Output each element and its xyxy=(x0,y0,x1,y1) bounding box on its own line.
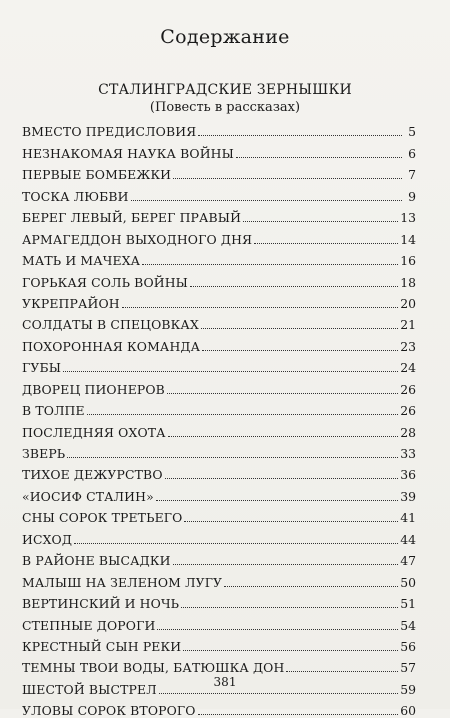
toc-dot-leader xyxy=(181,607,398,608)
toc-entry-page: 47 xyxy=(400,553,416,569)
toc-entry-page: 44 xyxy=(400,531,416,547)
toc-entry-page: 41 xyxy=(400,510,416,526)
toc-entry-title: БЕРЕГ ЛЕВЫЙ, БЕРЕГ ПРАВЫЙ xyxy=(22,210,242,226)
toc-entry xyxy=(22,161,416,182)
toc-entry-title: ТЕМНЫ ТВОИ ВОДЫ, БАТЮШКА ДОН xyxy=(22,660,285,676)
toc-entry-page: 14 xyxy=(400,231,416,247)
toc-entry-title: СОЛДАТЫ В СПЕЦОВКАХ xyxy=(22,317,199,333)
toc-entry-title: СТЕПНЫЕ ДОРОГИ xyxy=(22,617,156,633)
section-title: СТАЛИНГРАДСКИЕ ЗЕРНЫШКИ xyxy=(98,82,352,98)
toc-entry-title: УКРЕПРАЙОН xyxy=(22,295,120,311)
toc-entry-page: 9 xyxy=(408,188,416,204)
toc-entry-page: 20 xyxy=(400,295,416,311)
toc-entry-page: 59 xyxy=(400,681,416,697)
toc-dot-leader xyxy=(159,693,399,694)
toc-entry xyxy=(22,504,416,525)
toc-entry xyxy=(22,633,416,654)
toc-dot-leader xyxy=(67,457,398,458)
toc-dot-leader xyxy=(122,307,398,308)
toc-entry xyxy=(22,611,416,632)
toc-entry xyxy=(22,590,416,611)
toc-entry-title: ДВОРЕЦ ПИОНЕРОВ xyxy=(22,381,165,397)
toc-entry-page: 7 xyxy=(408,167,416,183)
toc-entry xyxy=(22,182,416,203)
toc-dot-leader xyxy=(190,286,398,287)
toc-dot-leader xyxy=(183,650,398,651)
toc-entry-page: 33 xyxy=(400,446,416,461)
toc-dot-leader xyxy=(131,200,402,201)
toc-entry-title: ВМЕСТО ПРЕДИСЛОВИЯ xyxy=(22,124,197,140)
toc-entry xyxy=(22,418,416,439)
toc-entry xyxy=(22,461,416,482)
toc-entry-page: 54 xyxy=(400,617,416,633)
toc-entry-page: 6 xyxy=(408,145,416,161)
toc-dot-leader xyxy=(184,521,398,522)
toc-entry xyxy=(22,354,416,375)
toc-entry xyxy=(22,118,416,139)
toc-entry xyxy=(22,375,416,396)
toc-dot-leader xyxy=(173,564,399,565)
toc-entry-page: 5 xyxy=(408,124,416,140)
toc-entry xyxy=(22,290,416,311)
toc-entry-title: МАЛЫШ НА ЗЕЛЕНОМ ЛУГУ xyxy=(22,574,223,590)
toc-entry-page: 57 xyxy=(400,660,416,676)
toc-entry-page: 36 xyxy=(400,467,416,483)
toc-entry-title: ШЕСТОЙ ВЫСТРЕЛ xyxy=(22,681,157,697)
toc-entry-page: 13 xyxy=(400,210,416,226)
toc-entry-page: 56 xyxy=(400,638,416,654)
table-of-contents xyxy=(22,118,416,718)
toc-entry xyxy=(22,139,416,160)
toc-dot-leader xyxy=(157,629,398,630)
toc-entry-title: ИСХОД xyxy=(22,531,73,547)
toc-entry-page: 18 xyxy=(400,274,416,290)
toc-dot-leader xyxy=(156,500,398,501)
toc-entry xyxy=(22,482,416,503)
toc-entry xyxy=(22,440,416,461)
toc-entry-title: ВЕРТИНСКИЙ И НОЧЬ xyxy=(22,596,180,612)
toc-entry-title: ЗВЕРЬ xyxy=(22,446,66,461)
toc-entry xyxy=(22,268,416,289)
toc-entry-page: 24 xyxy=(400,360,416,376)
toc-entry xyxy=(22,332,416,353)
toc-dot-leader xyxy=(198,135,402,136)
toc-entry-title: СНЫ СОРОК ТРЕТЬЕГО xyxy=(22,510,183,526)
toc-entry xyxy=(22,547,416,568)
toc-entry-title: КРЕСТНЫЙ СЫН РЕКИ xyxy=(22,638,182,654)
toc-entry xyxy=(22,568,416,589)
toc-entry xyxy=(22,654,416,675)
toc-dot-leader xyxy=(198,714,399,715)
toc-entry-title: В ТОЛПЕ xyxy=(22,403,85,419)
toc-entry-title: АРМАГЕДДОН ВЫХОДНОГО ДНЯ xyxy=(22,231,253,247)
toc-dot-leader xyxy=(254,243,398,244)
toc-entry xyxy=(22,397,416,418)
toc-entry xyxy=(22,247,416,268)
toc-dot-leader xyxy=(87,414,399,415)
toc-entry-title: ТОСКА ЛЮБВИ xyxy=(22,188,129,204)
toc-entry-page: 50 xyxy=(400,574,416,590)
toc-dot-leader xyxy=(74,543,398,544)
toc-entry-title: МАТЬ И МАЧЕХА xyxy=(22,253,141,269)
toc-entry xyxy=(22,225,416,246)
toc-entry xyxy=(22,697,416,718)
toc-entry-page: 16 xyxy=(400,253,416,269)
toc-dot-leader xyxy=(243,221,398,222)
toc-entry-title: НЕЗНАКОМАЯ НАУКА ВОЙНЫ xyxy=(22,145,234,161)
toc-dot-leader xyxy=(286,671,398,672)
toc-entry xyxy=(22,204,416,225)
toc-entry-title: ТИХОЕ ДЕЖУРСТВО xyxy=(22,467,163,483)
toc-dot-leader xyxy=(63,371,398,372)
toc-entry-page: 60 xyxy=(400,703,416,718)
toc-entry-title: В РАЙОНЕ ВЫСАДКИ xyxy=(22,553,171,569)
toc-entry xyxy=(22,525,416,546)
toc-entry-page: 39 xyxy=(400,488,416,504)
toc-dot-leader xyxy=(173,178,402,179)
toc-entry-page: 51 xyxy=(400,596,416,612)
toc-dot-leader xyxy=(167,393,398,394)
section-subtitle: (Повесть в рассказах) xyxy=(149,100,301,115)
toc-entry-title: ПОХОРОННАЯ КОМАНДА xyxy=(22,338,201,354)
toc-entry-title: «ИОСИФ СТАЛИН» xyxy=(22,488,154,504)
toc-dot-leader xyxy=(224,586,398,587)
toc-entry-title: ГУБЫ xyxy=(22,360,62,376)
toc-entry-title: ПЕРВЫЕ БОМБЕЖКИ xyxy=(22,167,172,183)
toc-entry-page: 26 xyxy=(400,403,416,419)
toc-dot-leader xyxy=(202,350,398,351)
toc-entry-title: УЛОВЫ СОРОК ВТОРОГО xyxy=(22,703,196,718)
toc-dot-leader xyxy=(201,328,398,329)
toc-entry-title: ГОРЬКАЯ СОЛЬ ВОЙНЫ xyxy=(22,274,188,290)
toc-entry-page: 28 xyxy=(400,424,416,440)
page-number: 381 xyxy=(213,675,237,689)
toc-entry-page: 26 xyxy=(400,381,416,397)
toc-entry-page: 23 xyxy=(400,338,416,354)
toc-dot-leader xyxy=(165,478,399,479)
toc-entry xyxy=(22,311,416,332)
toc-dot-leader xyxy=(168,436,399,437)
page-title: Содержание xyxy=(160,26,290,48)
toc-dot-leader xyxy=(236,157,402,158)
toc-entry-title: ПОСЛЕДНЯЯ ОХОТА xyxy=(22,424,166,440)
toc-dot-leader xyxy=(142,264,398,265)
toc-entry-page: 21 xyxy=(400,317,416,333)
